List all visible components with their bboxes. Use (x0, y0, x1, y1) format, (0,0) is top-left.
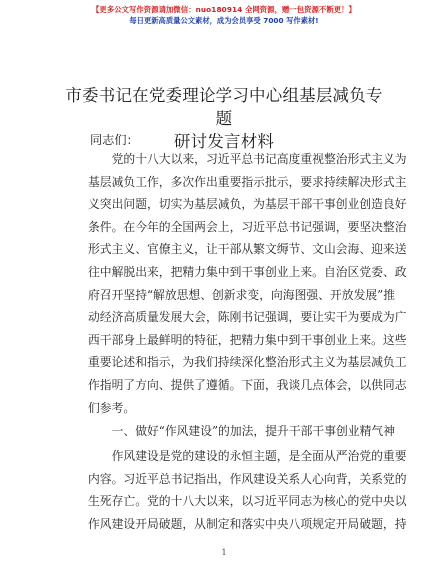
text-line: 往中解脱出来，把精力集中到干事创业上来。自治区党委、政 (88, 264, 407, 279)
text-line: 西干部身上最鲜明的特征，把精力集中到干事创业上来。这些 (88, 332, 407, 347)
promo-banner (0, 4, 448, 26)
promo-line-1: 【更多公文写作资源请加微信：nuo180914 全网资源，赠一包资源不断更！】 (92, 5, 356, 14)
heading-line: 一、做好“作风建设”的加法，提升干部干事创业精气神 (88, 424, 395, 438)
text-line: 生死存亡。党的十八大以来，以习近平同志为核心的党中央以 (88, 494, 407, 509)
page-number: 1 (221, 548, 227, 557)
text-line: 作指明了方向、提供了遵循。下面，我谈几点体会，以供同志 (88, 377, 407, 392)
paragraph-section-1 (88, 445, 407, 535)
text-line: 们参考。 (88, 400, 136, 415)
text-line: 内容。习近平总书记指出，作风建设关系人心向背，关系党的 (88, 471, 407, 486)
text-line: 形式主义、官僚主义，让干部从繁文缛节、文山会海、迎来送 (88, 242, 407, 257)
text-line: 党的十八大以来，习近平总书记高度重视整治形式主义为 (88, 152, 407, 166)
text-line: 基层减负工作，多次作出重要指示批示，要求持续解决形式主 (88, 174, 407, 189)
text-line: 作风建设开局破题，从制定和落实中央八项规定开局破题，持 (88, 516, 407, 531)
title-line-1: 市委书记在党委理论学习中心组基层减负专题 (65, 86, 383, 128)
section-heading-1 (88, 420, 395, 443)
text-line: 条件。在今年的全国两会上，习近平总书记强调，要坚决整治 (88, 219, 407, 234)
promo-line-2: 每日更新高质量公文素材，成为会员享受 7000 写作素材! (129, 16, 319, 25)
title-line-2: 研讨发言材料 (173, 132, 275, 151)
greeting: 同志们： (90, 133, 139, 147)
text-line: 重要论述和指示，为我们持续深化整治形式主义为基层减负工 (88, 355, 407, 370)
text-line: 府召开坚持“解放思想、创新求变，向海图强、开放发展”推 (88, 287, 395, 302)
text-line: 动经济高质量发展大会，陈刚书记强调，要让实干为要成为广 (88, 310, 407, 325)
text-line: 作风建设是党的建设的永恒主题，是全面从严治党的重要 (88, 449, 407, 463)
text-line: 义突出问题，切实为基层减负，为基层干部干事创业创造良好 (88, 197, 407, 212)
paragraph-intro (88, 148, 407, 419)
